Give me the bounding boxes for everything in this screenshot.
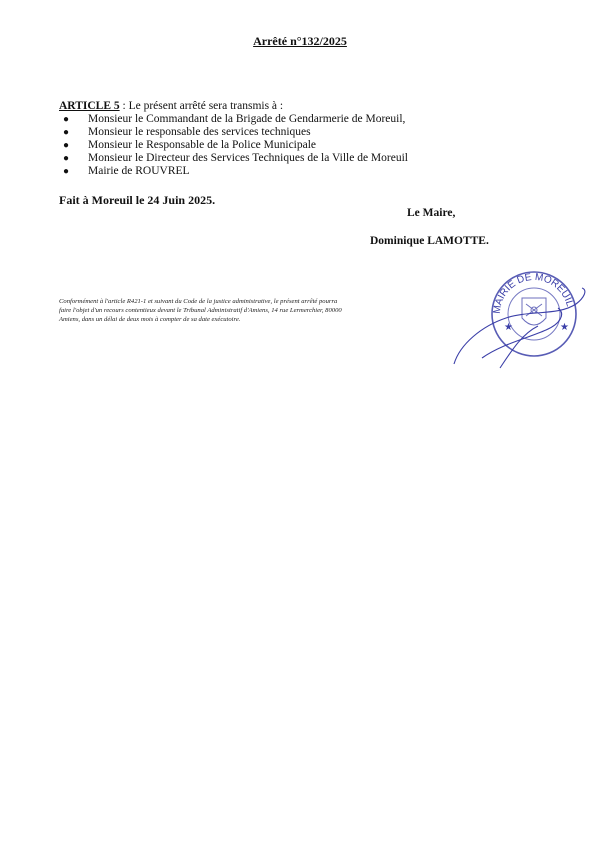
recipient-text: Mairie de ROUVREL xyxy=(88,165,190,177)
article-heading xyxy=(59,100,283,112)
article-label: ARTICLE 5 xyxy=(59,100,120,112)
list-item xyxy=(59,139,408,152)
recipient-text: Monsieur le Responsable de la Police Municipale xyxy=(88,139,317,151)
list-item xyxy=(59,165,408,178)
star-icon: ★ xyxy=(504,322,513,333)
coat-of-arms-icon xyxy=(522,298,546,325)
official-stamp-and-signature xyxy=(442,260,592,370)
signatory-title: Le Maire, xyxy=(407,207,456,219)
recipient-list xyxy=(59,113,408,178)
bullet-icon: ● xyxy=(63,153,70,164)
list-item xyxy=(59,126,408,139)
recipient-text: Monsieur le Directeur des Services Techniques de la Ville de Moreuil xyxy=(88,152,408,164)
bullet-icon: ● xyxy=(63,140,70,151)
recipient-text: Monsieur le responsable des services techniques xyxy=(88,126,311,138)
recipient-text: Monsieur le Commandant de la Brigade de Gendarmerie de Moreuil, xyxy=(88,113,406,125)
bullet-icon: ● xyxy=(63,166,70,177)
stamp-text: MAIRIE DE MOREUIL xyxy=(491,271,576,315)
stamp-inner-ring xyxy=(508,288,560,340)
bullet-icon: ● xyxy=(63,114,70,125)
page-title: Arrêté n°132/2025 xyxy=(253,34,347,48)
bullet-icon: ● xyxy=(63,127,70,138)
legal-notice: Conformément à l'article R421-1 et suivant du Code de la justice administrative, le présent arrêté pourra faire l'objet d'un recours contentieux devant le Tribunal Administratif d'Amiens, 14 rue Lermerchier, 80000 Amiens, dans un délai de deux mois à compter de sa date exécutoire. xyxy=(59,298,342,323)
star-icon: ★ xyxy=(560,322,569,333)
place-date: Fait à Moreuil le 24 Juin 2025. xyxy=(59,193,216,207)
article-text: : Le présent arrêté sera transmis à : xyxy=(119,100,284,112)
list-item xyxy=(59,113,408,126)
signatory-name: Dominique LAMOTTE. xyxy=(370,235,489,247)
list-item xyxy=(59,152,408,165)
